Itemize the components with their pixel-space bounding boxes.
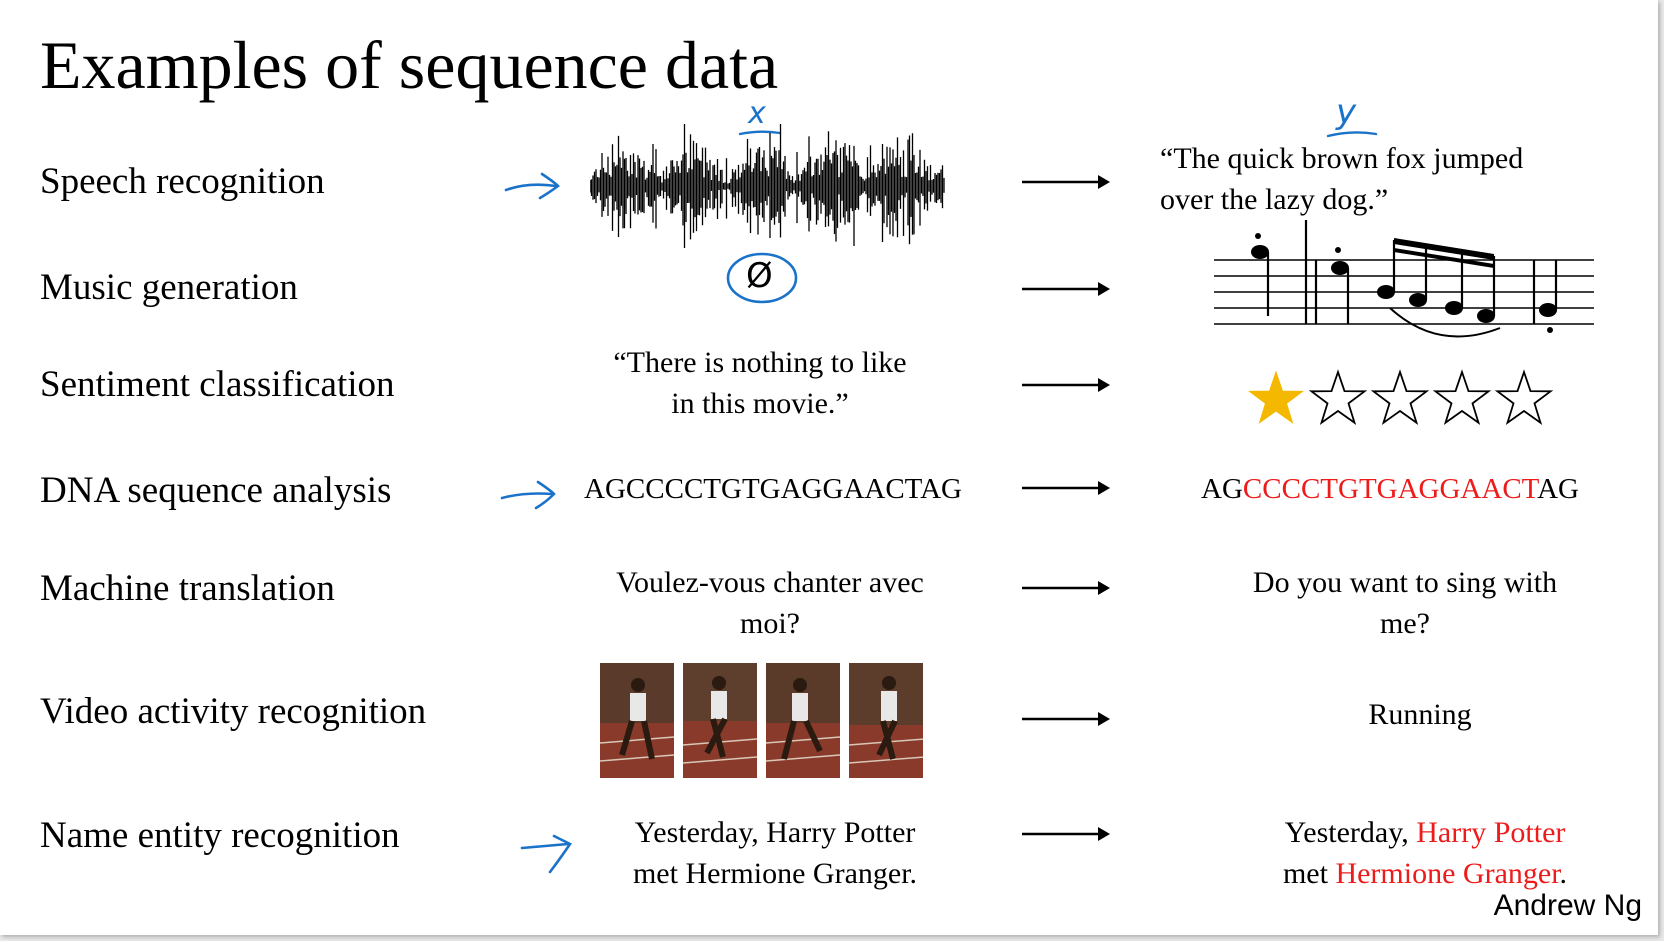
ner-input [560, 812, 990, 894]
sheet-music [1214, 220, 1594, 352]
label-video-activity-recognition: Video activity recognition [40, 691, 427, 732]
translation-output [1160, 562, 1650, 644]
staccato-dot [1255, 233, 1261, 239]
translation-output-line2: me? [1380, 607, 1430, 640]
star-empty-icon [1435, 372, 1488, 423]
ner-entity-harry-potter: Harry Potter [1416, 816, 1566, 849]
arrow-right-icon [1020, 478, 1110, 498]
empty-set-symbol: Ø [746, 256, 773, 296]
star-empty-icon [1497, 372, 1550, 423]
sentiment-input [560, 342, 960, 424]
author-signature: Andrew Ng [1493, 889, 1642, 922]
music-note [1445, 301, 1463, 315]
video-output: Running [1368, 698, 1472, 731]
pen-y-label: y [1336, 92, 1357, 132]
arrow-right-icon [1020, 578, 1110, 598]
runner-image [766, 663, 840, 778]
staff-lines [1214, 260, 1594, 324]
music-note [1331, 261, 1349, 275]
music-note [1539, 303, 1557, 317]
ner-output-text: Yesterday, [1284, 816, 1417, 849]
slide-title: Examples of sequence data [40, 27, 779, 103]
label-name-entity-recognition: Name entity recognition [40, 815, 400, 856]
star-empty-icon [1311, 372, 1364, 423]
label-music-generation: Music generation [40, 267, 298, 308]
video-frames [600, 663, 924, 778]
dna-output-highlight: CCCCTGTGAGGAACT [1242, 473, 1538, 505]
arrow-right-icon [1020, 172, 1110, 192]
waveform-bars [590, 124, 944, 248]
translation-input [545, 562, 995, 644]
star-empty-icon [1373, 372, 1426, 423]
label-dna-sequence-analysis: DNA sequence analysis [40, 470, 392, 511]
sentiment-input-line2: in this movie.” [671, 387, 849, 420]
staccato-dot [1335, 247, 1341, 253]
audio-waveform [590, 122, 945, 250]
arrow-right-icon [1020, 709, 1110, 729]
ner-output-text: . [1559, 857, 1568, 890]
ner-output [1210, 812, 1640, 894]
star-filled-icon [1249, 372, 1302, 423]
music-note [1409, 293, 1427, 307]
music-note [1377, 285, 1395, 299]
sentiment-input-line1: “There is nothing to like [613, 346, 907, 379]
dna-output [1160, 469, 1620, 510]
staccato-dot [1547, 327, 1553, 333]
video-frame [683, 663, 757, 778]
video-frame [766, 663, 840, 778]
dna-input: AGCCCCTGTGAGGAACTAG [584, 473, 962, 505]
ner-entity-hermione-granger: Hermione Granger [1335, 857, 1560, 890]
speech-output-line1: “The quick brown fox jumped [1160, 142, 1524, 175]
arrow-right-icon [1020, 375, 1110, 395]
translation-output-line1: Do you want to sing with [1252, 566, 1558, 599]
dna-output-prefix: AG [1201, 473, 1243, 505]
label-sentiment-classification: Sentiment classification [40, 364, 395, 405]
speech-output-line2: over the lazy dog.” [1160, 183, 1389, 216]
label-speech-recognition: Speech recognition [40, 161, 325, 202]
star-rating [1248, 362, 1568, 432]
arrow-right-icon [1020, 279, 1110, 299]
video-frame [600, 663, 674, 778]
pen-arrow-icon [500, 168, 570, 204]
video-frame [849, 663, 923, 778]
translation-input-line1: Voulez-vous chanter avec [616, 566, 924, 599]
speech-output [1160, 138, 1650, 220]
pen-x-label: x [748, 96, 766, 131]
runner-image [683, 663, 757, 778]
arrow-right-icon [1020, 824, 1110, 844]
dna-output-suffix: AG [1537, 473, 1579, 505]
ner-input-line2: met Hermione Granger. [632, 857, 918, 890]
music-note [1477, 309, 1495, 323]
notes [1251, 233, 1557, 336]
ner-output-text: met [1282, 857, 1336, 890]
label-machine-translation: Machine translation [40, 568, 335, 609]
translation-input-line2: moi? [740, 607, 800, 640]
runner-image [849, 663, 923, 778]
runner-image [600, 663, 674, 778]
ner-input-line1: Yesterday, Harry Potter [634, 816, 916, 849]
music-note [1251, 245, 1269, 259]
